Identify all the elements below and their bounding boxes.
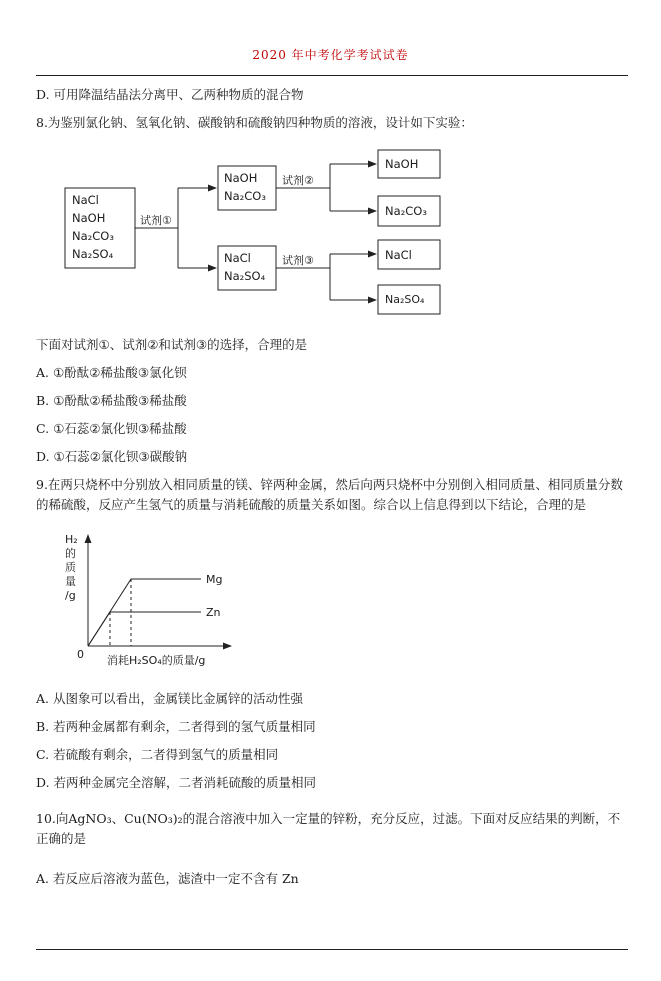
result-naoh: NaOH [385, 157, 419, 171]
page-bottom-rule [36, 949, 628, 950]
mid-bottom-line-1: NaCl [224, 251, 251, 265]
q8-option-b: B. ①酚酞②稀盐酸③稀盐酸 [36, 393, 187, 408]
mid-bottom-line-2: Na₂SO₄ [224, 269, 266, 283]
source-line-1: NaCl [72, 193, 99, 207]
result-na2co3: Na₂CO₃ [385, 204, 427, 218]
q9-stem: 9.在两只烧杯中分别放入相同质量的镁、锌两种金属，然后向两只烧杯中分别倒入相同质量、相同质量分数的稀硫酸，反应产生氢气的质量与消耗硫酸的质量关系如图。综合以上信息得到以下结论，合理的是 [36, 477, 623, 512]
mid-top-line-2: Na₂CO₃ [224, 189, 266, 203]
graph-y-axis-label [65, 533, 78, 602]
q8-option-c: C. ①石蕊②氯化钡③稀盐酸 [36, 421, 187, 436]
q9-graph [55, 523, 265, 673]
source-line-4: Na₂SO₄ [72, 247, 114, 261]
zn-curve [88, 612, 201, 646]
q9-option-c: C. 若硫酸有剩余，二者得到氢气的质量相同 [36, 747, 279, 762]
source-line-3: Na₂CO₃ [72, 229, 114, 243]
q8-option-a: A. ①酚酞②稀盐酸③氯化钡 [36, 365, 187, 380]
flow-connectors-stage3 [276, 253, 376, 300]
flow-mid-bottom-box [218, 246, 276, 290]
mid-top-line-1: NaOH [224, 171, 258, 185]
q9-option-a: A. 从图象可以看出，金属镁比金属锌的活动性强 [36, 691, 303, 706]
svg-text:H₂: H₂ [65, 533, 78, 546]
reagent1-label: 试剂① [140, 214, 172, 227]
flow-source-box [65, 188, 135, 268]
flow-connectors-stage2 [276, 164, 376, 211]
reagent3-label: 试剂③ [282, 254, 314, 267]
flow-result-boxes [378, 150, 440, 314]
q8-stem: 8.为鉴别氯化钠、氢氧化钠、碳酸钠和硫酸钠四种物质的溶液，设计如下实验： [36, 115, 473, 130]
origin-label: 0 [77, 648, 84, 661]
q10-option-a: A. 若反应后溶液为蓝色，滤渣中一定不含有 Zn [36, 871, 299, 886]
q8-option-d: D. ①石蕊②氯化钡③碳酸钠 [36, 449, 188, 464]
x-axis-label: 消耗H₂SO₄的质量/g [107, 654, 206, 667]
q9-option-d: D. 若两种金属完全溶解，二者消耗硫酸的质量相同 [36, 775, 317, 790]
result-na2so4: Na₂SO₄ [385, 293, 425, 306]
q9-option-b: B. 若两种金属都有剩余，二者得到的氢气质量相同 [36, 719, 316, 734]
flow-mid-top-box [218, 166, 276, 210]
graph-series [88, 573, 222, 646]
page-top-rule [36, 75, 628, 76]
q8-prompt: 下面对试剂①、试剂②和试剂③的选择，合理的是 [36, 337, 308, 352]
page-title: 2020 年中考化学考试试卷 [252, 48, 409, 62]
zn-series-label: Zn [206, 606, 221, 619]
q7-option-d: D. 可用降温结晶法分离甲、乙两种物质的混合物 [36, 87, 304, 102]
graph-x-axis-label [77, 648, 205, 667]
svg-text:的: 的 [65, 547, 76, 560]
graph-axes [88, 535, 231, 646]
flow-connectors-stage1 [135, 188, 216, 268]
q8-flowchart [60, 141, 460, 321]
mg-series-label: Mg [206, 573, 223, 586]
svg-text:质: 质 [65, 561, 76, 574]
reagent2-label: 试剂② [282, 174, 314, 187]
result-nacl: NaCl [385, 248, 412, 262]
q10-stem: 10.向AgNO₃、Cu(NO₃)₂的混合溶液中加入一定量的锌粉，充分反应，过滤。下面对反应结果的判断，不正确的是 [36, 811, 621, 846]
svg-text:量: 量 [65, 575, 76, 588]
source-line-2: NaOH [72, 211, 106, 225]
exam-body [0, 85, 661, 889]
svg-text:/g: /g [65, 589, 76, 602]
